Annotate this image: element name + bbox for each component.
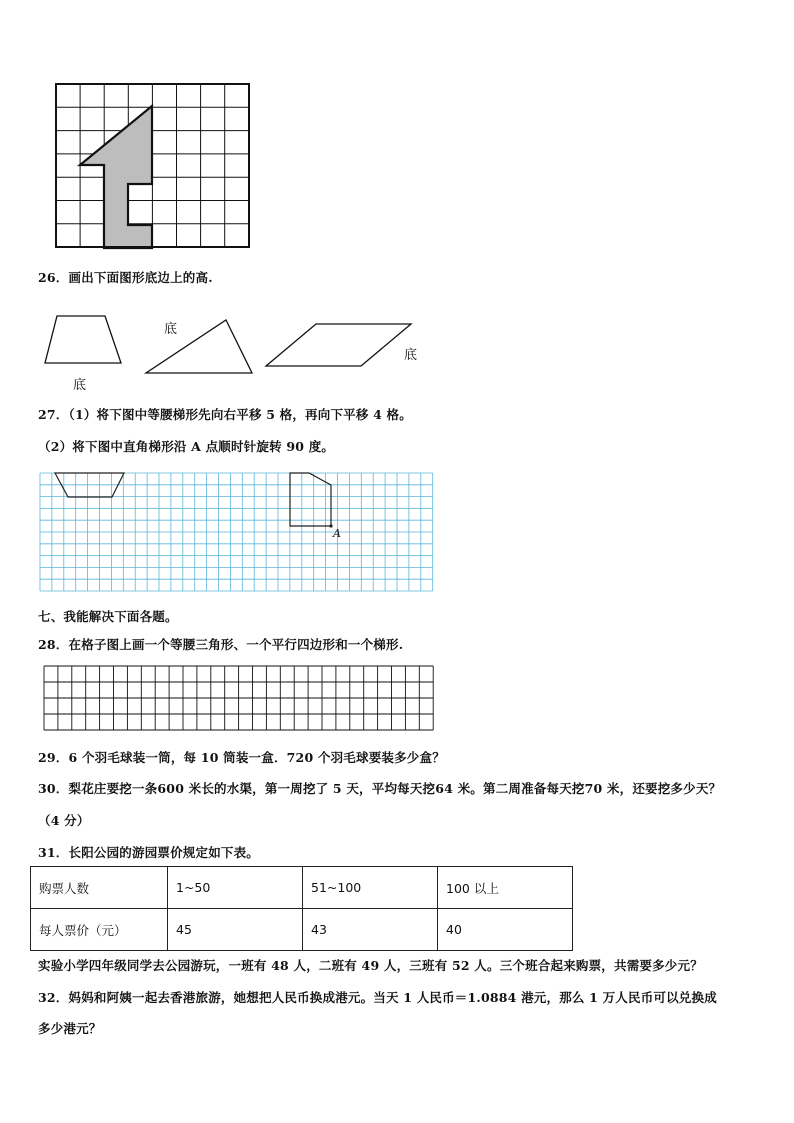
question-26-text: 26．画出下面图形底边上的高. [38,270,213,285]
table-cell: 100 以上 [438,867,573,909]
question-29-text: 29．6 个羽毛球装一筒，每 10 筒装一盒．720 个羽毛球要装多少盒？ [38,750,445,765]
question-32-line1: 32．妈妈和阿姨一起去香港旅游，她想把人民币换成港元。当天 1 人民币＝1.0884 港元，那么 1 万人民币可以兑换成 [38,990,717,1005]
table-row [31,909,573,951]
table-cell: 45 [168,909,303,951]
table-cell: 40 [438,909,573,951]
section-7-heading: 七、我能解决下面各题。 [38,609,178,624]
table-cell: 1~50 [168,867,303,909]
table-cell: 51~100 [303,867,438,909]
parallelogram-base-label: 底 [404,348,418,363]
question-28-text: 28．在格子图上画一个等腰三角形、一个平行四边形和一个梯形. [38,637,404,652]
question-32-line2: 多少港元？ [38,1021,102,1036]
question-31-text: 31．长阳公园的游园票价规定如下表。 [38,845,259,860]
question-31-question: 实验小学四年级同学去公园游玩，一班有 48 人，二班有 49 人，三班有 52 人。三个班合起来购票，共需要多少元？ [38,958,703,973]
point-a-label: A [333,527,341,540]
trapezoid-base-label: 底 [73,378,87,393]
question-30-line2: （4 分） [38,813,90,828]
table-cell: 43 [303,909,438,951]
question-27-line2: （2）将下图中直角梯形沿 A 点顺时针旋转 90 度。 [38,439,335,454]
triangle-base-label: 底 [164,322,178,337]
table-cell: 每人票价（元） [31,909,168,951]
question-30-line1: 30．梨花庄要挖一条600 米长的水渠，第一周挖了 5 天，平均每天挖64 米。第二周准备每天挖70 米，还要挖多少天？ [38,781,722,796]
table-row [31,867,573,909]
table-cell: 购票人数 [31,867,168,909]
question-27-line1: 27．（1）将下图中等腰梯形先向右平移 5 格，再向下平移 4 格。 [38,407,412,422]
ticket-price-table [30,866,573,951]
